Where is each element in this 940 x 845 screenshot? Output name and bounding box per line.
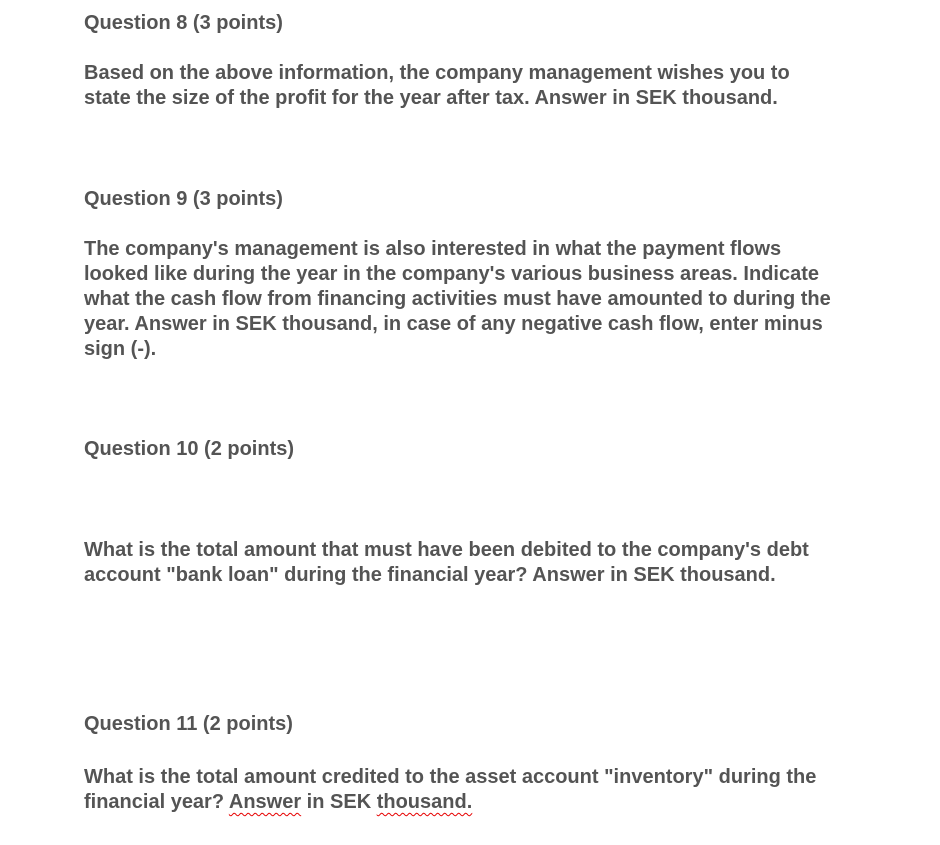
spellcheck-underlined-word: Answer — [228, 791, 302, 813]
question-body-line: account "bank loan" during the financial year? Answer in SEK thousand. — [84, 564, 776, 586]
question-10-heading: Question 10 (2 points) — [84, 438, 295, 460]
question-body-line: The company's management is also interested in what the payment flows — [84, 238, 782, 260]
question-body-line: What is the total amount credited to the asset account "inventory" during the — [84, 766, 817, 788]
question-body-line: what the cash flow from financing activities must have amounted to during the — [84, 288, 831, 310]
question-body-line: sign (-). — [84, 338, 157, 360]
question-body-line: looked like during the year in the company's various business areas. Indicate — [84, 263, 819, 285]
question-body-line: What is the total amount that must have been debited to the company's debt — [84, 539, 809, 561]
body-text: in SEK — [301, 791, 377, 813]
body-text: financial year? — [84, 791, 229, 813]
question-body-line: Based on the above information, the company management wishes you to — [84, 62, 790, 84]
question-10-body — [84, 538, 900, 588]
question-8-body — [84, 61, 900, 111]
question-9-body — [84, 237, 900, 362]
spellcheck-underlined-word: thousand. — [376, 791, 473, 813]
question-9-heading: Question 9 (3 points) — [84, 188, 283, 210]
question-11-body — [84, 765, 900, 815]
question-body-line — [84, 790, 900, 815]
question-body-line: year. Answer in SEK thousand, in case of any negative cash flow, enter minus — [84, 313, 823, 335]
question-8-heading: Question 8 (3 points) — [84, 12, 283, 34]
question-body-line: state the size of the profit for the year after tax. Answer in SEK thousand. — [84, 87, 778, 109]
question-11-heading: Question 11 (2 points) — [84, 713, 293, 735]
